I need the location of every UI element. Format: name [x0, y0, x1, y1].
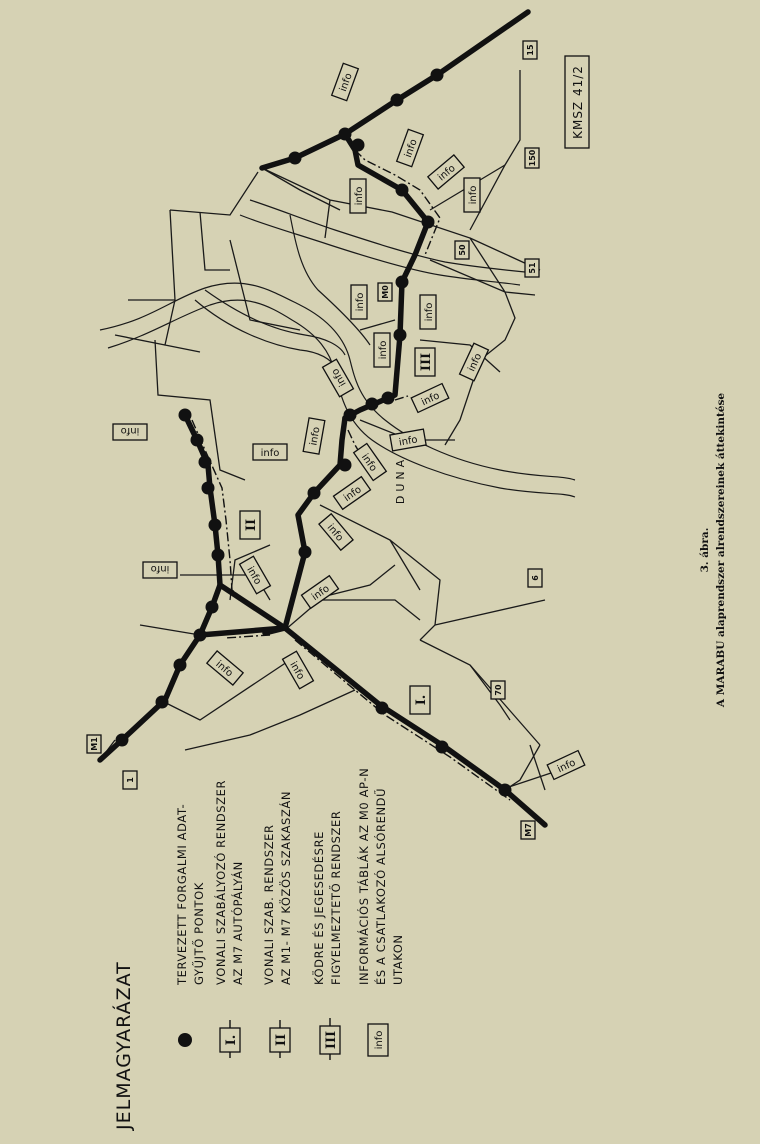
info-sign [460, 343, 489, 381]
svg-text:6: 6 [531, 575, 540, 581]
figure-caption [699, 393, 727, 709]
info-sign [464, 178, 480, 212]
svg-text:M7: M7 [524, 823, 533, 837]
svg-text:info: info [329, 366, 349, 389]
svg-text:51: 51 [528, 262, 537, 274]
info-sign [303, 418, 325, 454]
info-sign [374, 333, 390, 367]
svg-text:III: III [419, 352, 434, 372]
info-sign [397, 129, 424, 166]
svg-text:ÉS A CSATLAKOZÓ ALSÓRENDŰ: ÉS A CSATLAKOZÓ ALSÓRENDŰ [374, 787, 388, 985]
svg-text:info: info [419, 390, 442, 409]
svg-text:M1: M1 [90, 737, 99, 751]
road-shield-70 [491, 681, 505, 699]
svg-text:AZ M1- M7 KÖZÖS SZAKASZÁN: AZ M1- M7 KÖZÖS SZAKASZÁN [279, 790, 293, 985]
svg-text:II: II [274, 1033, 289, 1047]
road-shield-6 [528, 569, 542, 587]
legend-title: JELMAGYARÁZAT [113, 961, 135, 1130]
river-label: DUNA [394, 455, 407, 505]
svg-text:info: info [342, 484, 364, 505]
info-sign [428, 155, 464, 189]
svg-text:KÖDRE ÉS JEGESEDÉSRE: KÖDRE ÉS JEGESEDÉSRE [312, 830, 326, 985]
info-sign [207, 651, 243, 685]
road-shield-1 [123, 771, 137, 789]
svg-text:150: 150 [528, 149, 537, 167]
svg-text:KMSZ 41/2: KMSZ 41/2 [571, 65, 585, 139]
legend-item-collection-points [175, 804, 206, 1047]
info-sign [323, 359, 354, 396]
svg-text:info: info [287, 659, 307, 682]
section-marker-iii [415, 348, 435, 376]
svg-text:info: info [355, 292, 366, 312]
info-sign [354, 443, 387, 480]
svg-text:info: info [378, 340, 389, 360]
svg-text:1: 1 [126, 777, 135, 783]
svg-text:info: info [260, 448, 280, 459]
svg-text:info: info [468, 185, 479, 205]
svg-text:FIGYELMEZTETŐ RENDSZER: FIGYELMEZTETŐ RENDSZER [329, 810, 343, 985]
svg-text:GYŰJTŐ PONTOK: GYŰJTŐ PONTOK [192, 882, 206, 985]
svg-text:info: info [310, 583, 332, 604]
info-sign [113, 424, 147, 440]
svg-text:III: III [324, 1030, 339, 1050]
legend-item-system-iii [310, 811, 343, 1060]
svg-text:INFORMÁCIÓS TÁBLÁK AZ M0 AP-N: INFORMÁCIÓS TÁBLÁK AZ M0 AP-N [357, 767, 371, 985]
svg-text:info: info [424, 302, 435, 322]
danube-river [100, 200, 575, 497]
svg-text:info: info [244, 564, 264, 587]
info-sign [411, 384, 449, 413]
info-sign [143, 562, 177, 578]
info-sign [253, 444, 287, 460]
svg-text:UTAKON: UTAKON [391, 934, 405, 985]
svg-text:15: 15 [526, 44, 535, 56]
svg-text:II: II [244, 518, 259, 532]
road-shield-m0 [378, 283, 392, 301]
svg-text:info: info [403, 137, 420, 160]
info-sign [420, 295, 436, 329]
info-sign [333, 477, 370, 510]
svg-text:info: info [358, 452, 379, 474]
svg-text:info: info [213, 658, 235, 680]
info-sign [332, 63, 359, 100]
svg-text:70: 70 [494, 684, 503, 696]
road-shield-150 [525, 148, 539, 168]
legend [112, 768, 405, 1131]
svg-text:info: info [120, 425, 140, 436]
info-sign [301, 576, 338, 609]
svg-text:M0: M0 [381, 285, 390, 299]
svg-text:info: info [354, 186, 365, 206]
sheet-code [565, 56, 589, 148]
info-sign [350, 179, 366, 213]
legend-item-info-signs [356, 768, 405, 1056]
svg-text:info: info [324, 522, 346, 544]
svg-text:info: info [308, 426, 323, 447]
legend-item-system-i [213, 780, 245, 1058]
svg-text:info: info [338, 71, 355, 94]
info-sign [351, 285, 367, 319]
svg-text:I.: I. [414, 694, 429, 706]
svg-text:info: info [150, 563, 170, 574]
info-sign [390, 429, 426, 451]
road-shield-50 [455, 241, 469, 259]
figure-number: 3. ábra. [699, 527, 711, 573]
svg-text:info: info [466, 351, 485, 374]
road-shield-m1 [87, 735, 101, 753]
legend-item-system-ii [262, 791, 293, 1058]
road-shield-15 [523, 41, 537, 59]
road-shield-51 [525, 259, 539, 277]
svg-text:VONALI SZAB. RENDSZER: VONALI SZAB. RENDSZER [262, 824, 276, 985]
svg-text:50: 50 [458, 244, 467, 256]
figure-title: A MARABU alaprendszer alrendszereinek áttekintése [715, 392, 727, 708]
info-sign [283, 651, 314, 688]
svg-text:TERVEZETT FORGALMI ADAT-: TERVEZETT FORGALMI ADAT- [175, 803, 189, 985]
svg-text:info: info [555, 757, 578, 776]
svg-text:VONALI SZABÁLYOZÓ RENDSZER: VONALI SZABÁLYOZÓ RENDSZER [214, 779, 228, 985]
section-marker-ii [240, 511, 260, 539]
section-marker-i [410, 686, 430, 714]
svg-text:AZ M7 AUTÓPÁLYÁN: AZ M7 AUTÓPÁLYÁN [231, 861, 245, 985]
info-sign [547, 751, 585, 780]
svg-text:info: info [374, 1030, 385, 1050]
svg-text:I.: I. [224, 1034, 239, 1046]
svg-text:info: info [436, 162, 458, 184]
svg-text:info: info [398, 434, 419, 449]
road-shield-m7 [521, 821, 535, 839]
